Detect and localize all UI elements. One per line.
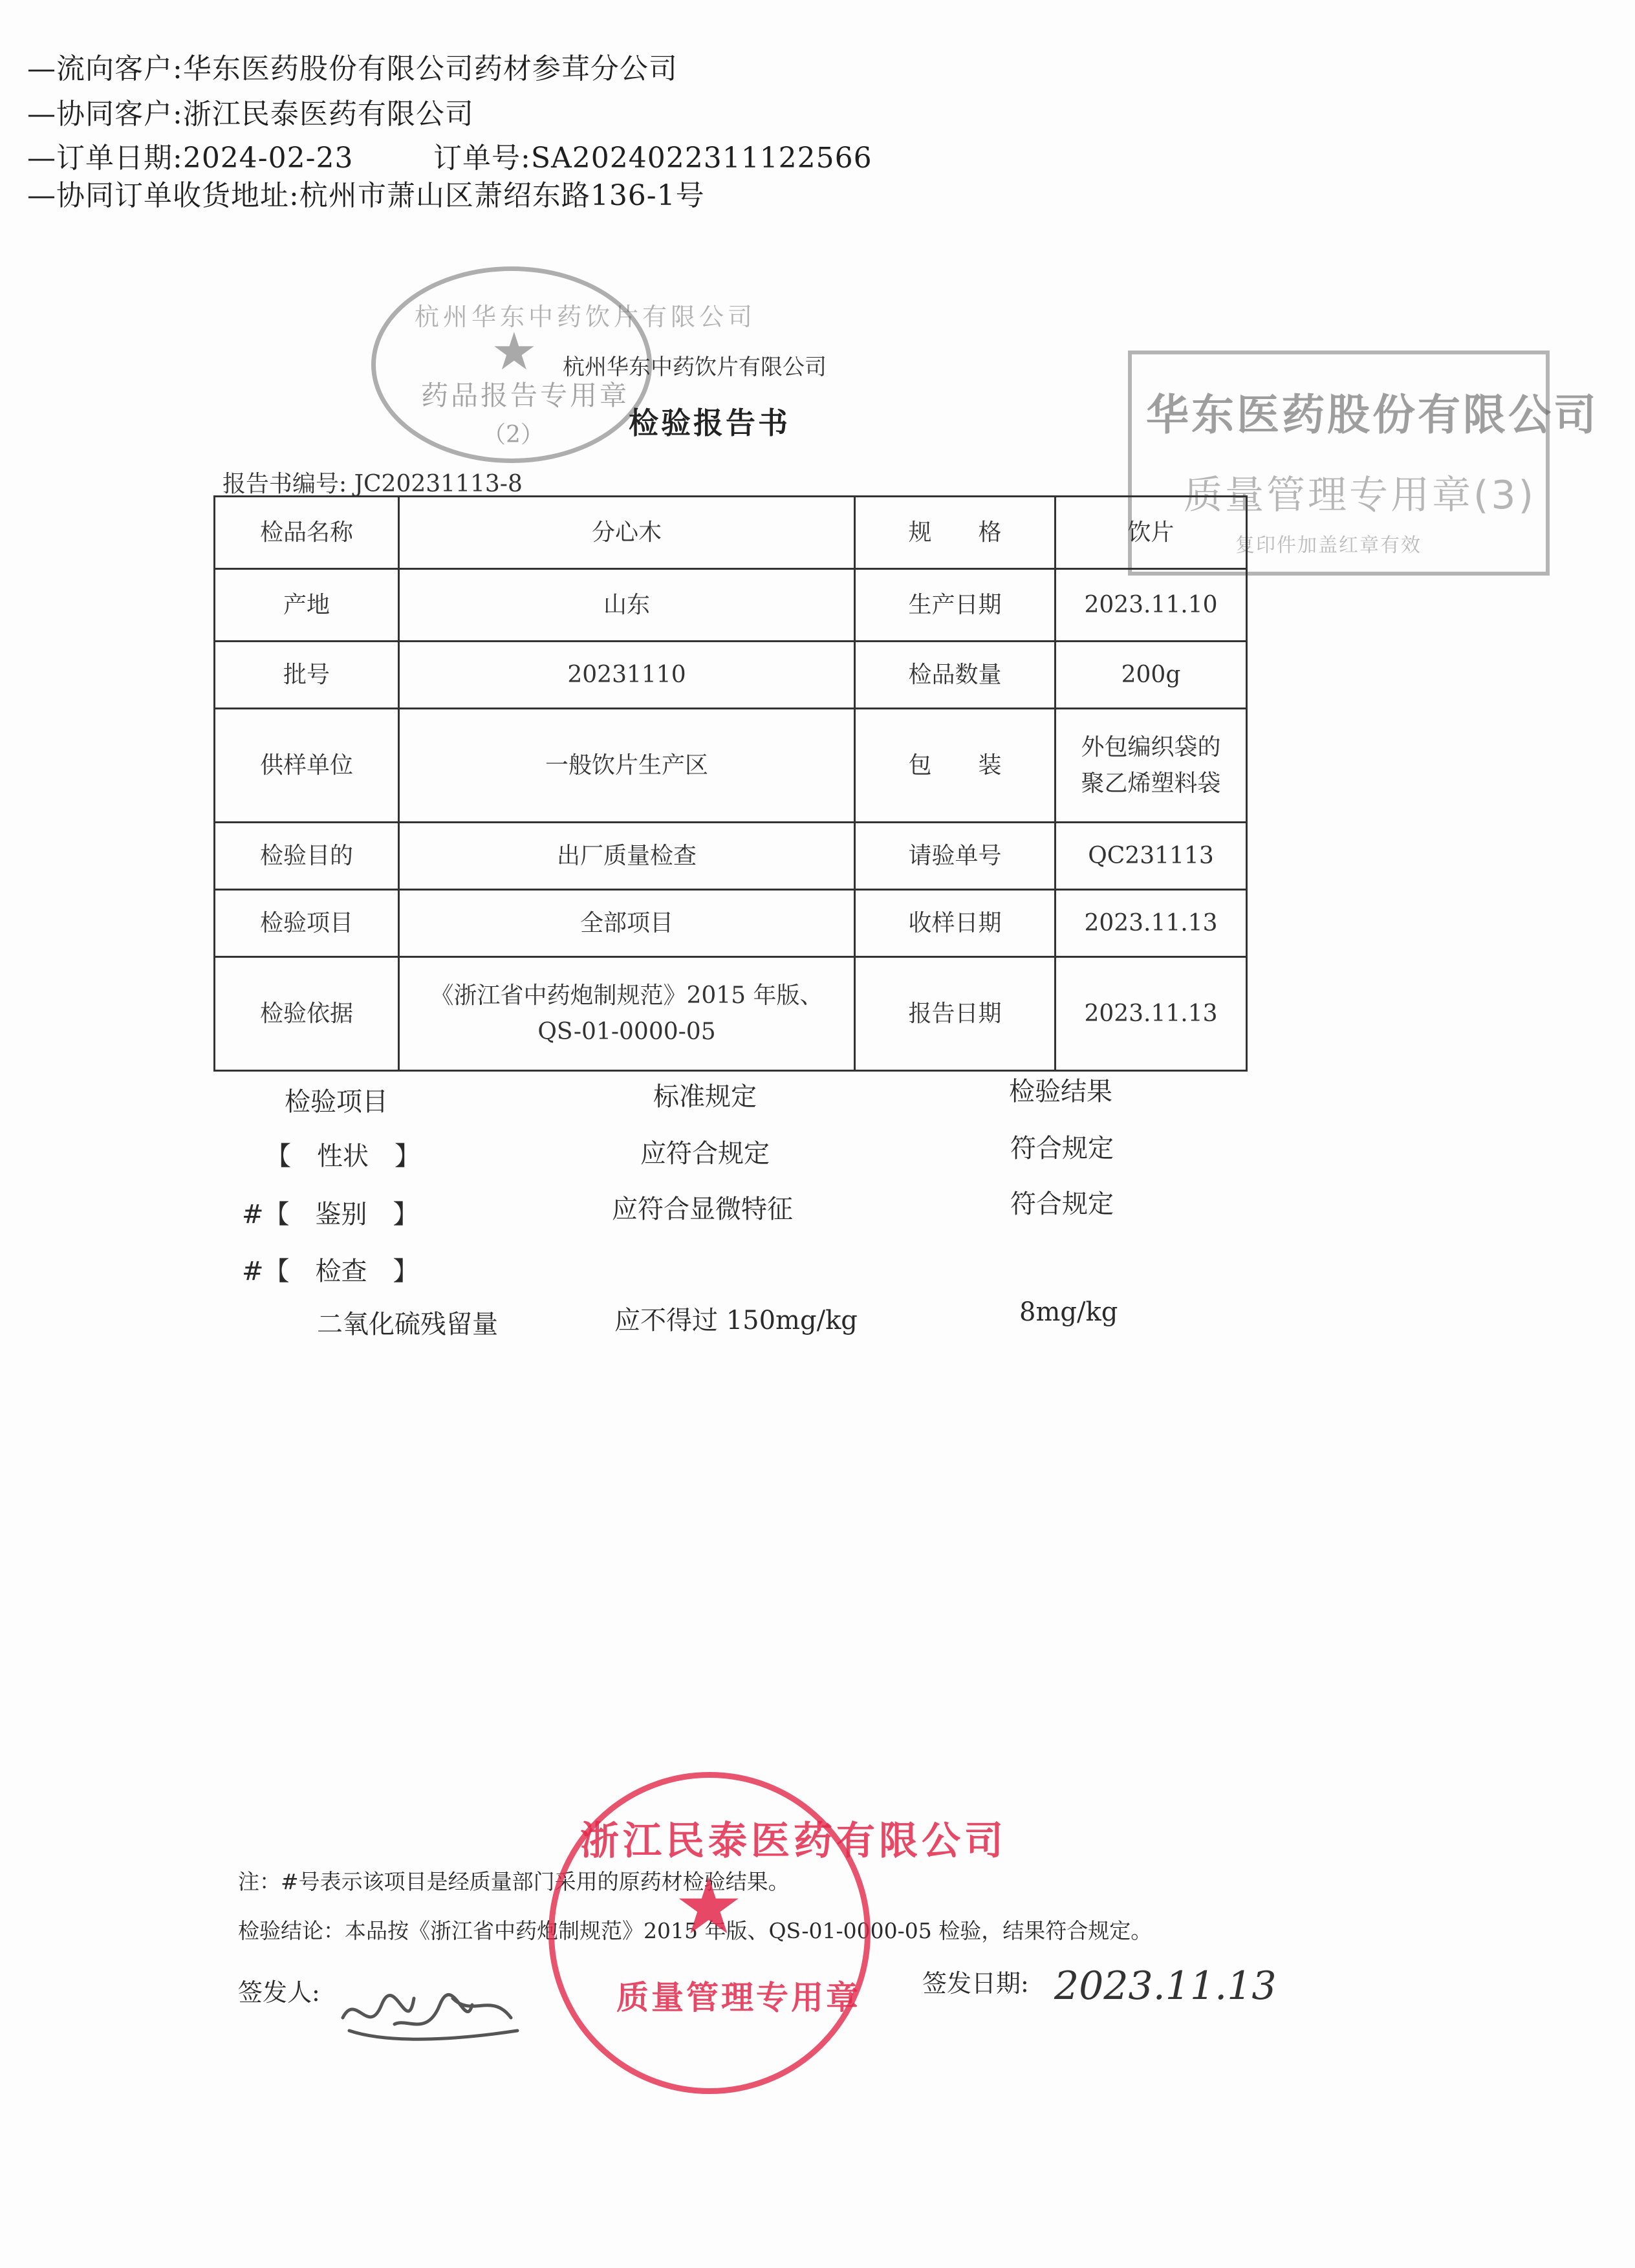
sign-date-label: 签发日期: xyxy=(922,1969,1029,1998)
order-number: 订单号:SA2024022311122566 xyxy=(433,142,872,175)
cell-value: 一般饮片生产区 xyxy=(399,709,855,823)
cell-label: 检品名称 xyxy=(215,497,399,569)
cell-value: 山东 xyxy=(399,569,855,642)
result-row-standard: 应符合规定 xyxy=(640,1139,770,1169)
cell-label: 生产日期 xyxy=(855,569,1056,642)
report-seal-text: 药品报告专用章 xyxy=(421,380,630,411)
cell-value: 出厂质量检查 xyxy=(399,823,855,890)
results-header-result: 检验结果 xyxy=(1009,1077,1112,1107)
conclusion-text: 检验结论：本品按《浙江省中药炮制规范》2015 年版、QS-01-0000-05 检验，结果符合规定。 xyxy=(238,1918,1153,1943)
basis-line-2: QS-01-0000-05 xyxy=(537,1018,716,1045)
result-row-item: #【 鉴别 】 xyxy=(242,1200,419,1229)
cell-value xyxy=(1056,709,1247,823)
cell-label: 收样日期 xyxy=(855,890,1056,957)
report-seal-arc-text: 杭州华东中药饮片有限公司 xyxy=(415,303,757,331)
cell-value: 2023.11.13 xyxy=(1056,957,1247,1071)
results-header-standard: 标准规定 xyxy=(653,1082,757,1112)
cell-label: 批号 xyxy=(215,642,399,709)
red-seal-company: 浙江民泰医药有限公司 xyxy=(580,1819,1007,1864)
result-row-item: 【 性状 】 xyxy=(265,1141,420,1171)
page-title: 检验报告书 xyxy=(629,405,790,440)
cell-label: 检品数量 xyxy=(855,642,1056,709)
quality-seal-note: 复印件加盖红章有效 xyxy=(1235,534,1422,557)
cell-value: 分心木 xyxy=(399,497,855,569)
result-row-result: 符合规定 xyxy=(1010,1189,1114,1219)
quality-seal-title: 质量管理专用章(3) xyxy=(1184,473,1536,518)
cell-label: 检验依据 xyxy=(215,957,399,1071)
signer-label: 签发人: xyxy=(238,1978,320,2007)
cell-label: 报告日期 xyxy=(855,957,1056,1071)
cell-value: QC231113 xyxy=(1056,823,1247,890)
cell-value: 20231110 xyxy=(399,642,855,709)
cell-label: 产地 xyxy=(215,569,399,642)
quality-seal-company: 华东医药股份有限公司 xyxy=(1146,390,1599,440)
red-seal-title: 质量管理专用章 xyxy=(616,1979,861,2016)
table-row xyxy=(215,957,1247,1071)
result-row-result: 符合规定 xyxy=(1010,1134,1114,1163)
result-row-standard: 应不得过 150mg/kg xyxy=(614,1306,858,1335)
flow-customer: —流向客户:华东医药股份有限公司药材参茸分公司 xyxy=(27,52,678,85)
table-row xyxy=(215,709,1247,823)
sign-date-value: 2023.11.13 xyxy=(1054,1963,1277,2009)
cell-value: 全部项目 xyxy=(399,890,855,957)
cell-label: 检验项目 xyxy=(215,890,399,957)
pack-line-2: 聚乙烯塑料袋 xyxy=(1081,770,1221,797)
basis-line-1: 《浙江省中药炮制规范》2015 年版、 xyxy=(430,982,823,1009)
result-row-item: 二氧化硫残留量 xyxy=(317,1310,498,1339)
cell-label: 规 格 xyxy=(855,497,1056,569)
company-name: 杭州华东中药饮片有限公司 xyxy=(563,354,827,380)
table-row xyxy=(215,569,1247,642)
order-date: —订单日期:2024-02-23 xyxy=(27,142,354,175)
result-row-standard: 应符合显微特征 xyxy=(612,1194,793,1224)
co-customer: —协同客户:浙江民泰医药有限公司 xyxy=(27,98,474,131)
cell-label: 包 装 xyxy=(855,709,1056,823)
star-icon: ★ xyxy=(674,1862,744,1952)
cell-label: 检验目的 xyxy=(215,823,399,890)
delivery-address: —协同订单收货地址:杭州市萧山区萧绍东路136-1号 xyxy=(27,179,705,212)
report-info-table xyxy=(213,495,1248,1072)
cell-label: 供样单位 xyxy=(215,709,399,823)
cell-value xyxy=(399,957,855,1071)
signature-icon xyxy=(336,1979,530,2050)
report-seal-number: （2） xyxy=(482,422,544,448)
table-row xyxy=(215,823,1247,890)
results-header-item: 检验项目 xyxy=(285,1087,388,1117)
table-row xyxy=(215,642,1247,709)
cell-value: 饮片 xyxy=(1056,497,1247,569)
note-text: 注：#号表示该项目是经质量部门采用的原药材检验结果。 xyxy=(238,1869,790,1894)
cell-value: 2023.11.13 xyxy=(1056,890,1247,957)
table-row xyxy=(215,497,1247,569)
table-row xyxy=(215,890,1247,957)
cell-value: 2023.11.10 xyxy=(1056,569,1247,642)
cell-value: 200g xyxy=(1056,642,1247,709)
report-number: 报告书编号: JC20231113-8 xyxy=(222,471,523,497)
pack-line-1: 外包编织袋的 xyxy=(1081,733,1221,761)
cell-label: 请验单号 xyxy=(855,823,1056,890)
star-icon: ★ xyxy=(491,321,537,382)
result-row-item: #【 检查 】 xyxy=(242,1257,419,1286)
result-row-result: 8mg/kg xyxy=(1019,1297,1118,1327)
